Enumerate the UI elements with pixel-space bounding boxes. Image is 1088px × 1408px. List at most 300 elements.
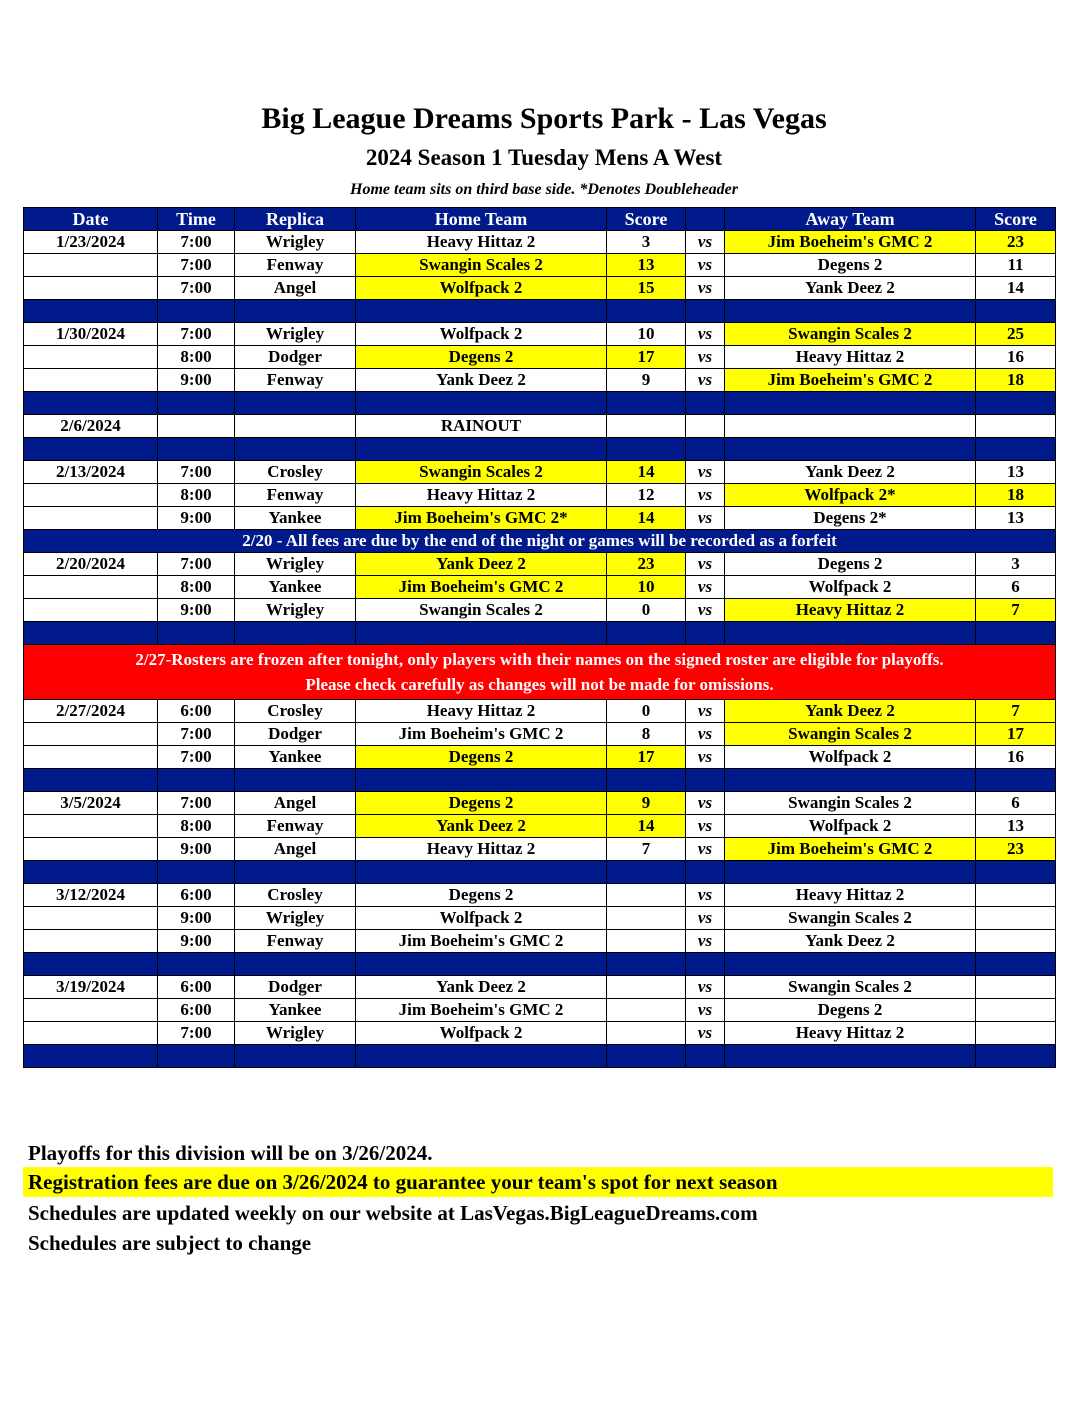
replica-cell: Wrigley <box>235 553 356 576</box>
away-score-cell: 6 <box>976 792 1056 815</box>
home-score-cell: 3 <box>607 231 686 254</box>
separator-cell <box>976 769 1056 792</box>
away-team-cell: Wolfpack 2 <box>725 815 976 838</box>
game-row <box>24 369 1056 392</box>
away-team-cell: Yank Deez 2 <box>725 930 976 953</box>
date-cell <box>24 723 158 746</box>
date-cell: 3/19/2024 <box>24 976 158 999</box>
home-team-cell: Wolfpack 2 <box>356 1022 607 1045</box>
away-team-cell: Degens 2* <box>725 507 976 530</box>
away-team-cell: Yank Deez 2 <box>725 461 976 484</box>
replica-cell: Angel <box>235 838 356 861</box>
registration-note: Registration fees are due on 3/26/2024 to guarantee your team's spot for next season <box>23 1167 1053 1197</box>
vs-cell: vs <box>686 838 725 861</box>
home-team-cell: Heavy Hittaz 2 <box>356 838 607 861</box>
date-cell <box>24 576 158 599</box>
away-score-cell: 16 <box>976 346 1056 369</box>
home-score-cell <box>607 1022 686 1045</box>
date-cell: 1/30/2024 <box>24 323 158 346</box>
home-team-cell: Wolfpack 2 <box>356 277 607 300</box>
separator-cell <box>976 861 1056 884</box>
vs-cell: vs <box>686 553 725 576</box>
away-team-cell: Heavy Hittaz 2 <box>725 599 976 622</box>
away-team-cell: Degens 2 <box>725 254 976 277</box>
vs-cell <box>686 415 725 438</box>
game-row <box>24 484 1056 507</box>
vs-cell: vs <box>686 884 725 907</box>
separator-cell <box>725 1045 976 1068</box>
date-cell <box>24 838 158 861</box>
date-cell: 2/20/2024 <box>24 553 158 576</box>
separator-cell <box>235 861 356 884</box>
separator-row <box>24 953 1056 976</box>
time-cell: 7:00 <box>158 277 235 300</box>
separator-row <box>24 769 1056 792</box>
replica-cell: Fenway <box>235 369 356 392</box>
separator-cell <box>235 1045 356 1068</box>
separator-cell <box>686 861 725 884</box>
rainout-label: RAINOUT <box>356 415 607 438</box>
game-row <box>24 792 1056 815</box>
col-date: Date <box>24 208 158 231</box>
vs-cell: vs <box>686 907 725 930</box>
vs-cell: vs <box>686 815 725 838</box>
replica-cell: Dodger <box>235 976 356 999</box>
home-score-cell: 14 <box>607 507 686 530</box>
date-cell: 1/23/2024 <box>24 231 158 254</box>
home-team-cell: Wolfpack 2 <box>356 907 607 930</box>
separator-cell <box>976 392 1056 415</box>
replica-cell: Angel <box>235 277 356 300</box>
separator-cell <box>686 300 725 323</box>
page-title: Big League Dreams Sports Park - Las Vegas <box>261 102 827 135</box>
page-subtitle: 2024 Season 1 Tuesday Mens A West <box>365 145 723 170</box>
away-team-cell: Jim Boeheim's GMC 2 <box>725 838 976 861</box>
date-cell: 2/13/2024 <box>24 461 158 484</box>
header-note: Home team sits on third base side. *Denotes Doubleheader <box>350 181 738 198</box>
separator-cell <box>24 392 158 415</box>
date-cell <box>24 254 158 277</box>
away-team-cell: Wolfpack 2* <box>725 484 976 507</box>
away-score-cell <box>976 907 1056 930</box>
time-cell: 9:00 <box>158 838 235 861</box>
home-team-cell: Yank Deez 2 <box>356 553 607 576</box>
separator-cell <box>24 622 158 645</box>
time-cell: 7:00 <box>158 254 235 277</box>
game-row <box>24 231 1056 254</box>
away-score-cell: 7 <box>976 700 1056 723</box>
home-team-cell: Jim Boeheim's GMC 2 <box>356 930 607 953</box>
separator-row <box>24 861 1056 884</box>
separator-cell <box>158 861 235 884</box>
away-score-cell: 13 <box>976 815 1056 838</box>
separator-cell <box>686 769 725 792</box>
home-score-cell: 9 <box>607 369 686 392</box>
separator-cell <box>24 953 158 976</box>
time-cell: 9:00 <box>158 930 235 953</box>
notice-text: 2/20 - All fees are due by the end of the night or games will be recorded as a forfeit <box>24 530 1056 553</box>
game-row <box>24 323 1056 346</box>
replica-cell: Yankee <box>235 746 356 769</box>
away-team-cell: Wolfpack 2 <box>725 746 976 769</box>
away-team-cell: Swangin Scales 2 <box>725 323 976 346</box>
replica-cell: Fenway <box>235 254 356 277</box>
separator-cell <box>686 953 725 976</box>
away-score-cell: 3 <box>976 553 1056 576</box>
col-away-score: Score <box>976 208 1056 231</box>
home-score-cell: 14 <box>607 815 686 838</box>
away-team-cell: Heavy Hittaz 2 <box>725 1022 976 1045</box>
home-team-cell: Swangin Scales 2 <box>356 599 607 622</box>
away-team-cell: Degens 2 <box>725 999 976 1022</box>
home-team-cell: Degens 2 <box>356 792 607 815</box>
playoffs-note: Playoffs for this division will be on 3/26/2024. <box>28 1141 433 1165</box>
separator-cell <box>725 392 976 415</box>
separator-cell <box>725 622 976 645</box>
separator-cell <box>976 622 1056 645</box>
time-cell: 7:00 <box>158 553 235 576</box>
home-score-cell <box>607 907 686 930</box>
away-score-cell: 18 <box>976 369 1056 392</box>
vs-cell: vs <box>686 930 725 953</box>
separator-cell <box>976 438 1056 461</box>
home-score-cell: 8 <box>607 723 686 746</box>
away-score-cell: 13 <box>976 461 1056 484</box>
game-row <box>24 553 1056 576</box>
time-cell: 8:00 <box>158 815 235 838</box>
game-row <box>24 884 1056 907</box>
away-team-cell: Jim Boeheim's GMC 2 <box>725 369 976 392</box>
separator-cell <box>158 769 235 792</box>
vs-cell: vs <box>686 507 725 530</box>
date-cell: 3/12/2024 <box>24 884 158 907</box>
home-score-cell <box>607 930 686 953</box>
game-row <box>24 815 1056 838</box>
game-row <box>24 838 1056 861</box>
separator-cell <box>607 300 686 323</box>
separator-cell <box>24 1045 158 1068</box>
away-team-cell: Wolfpack 2 <box>725 576 976 599</box>
separator-cell <box>356 622 607 645</box>
separator-cell <box>607 953 686 976</box>
col-replica: Replica <box>235 208 356 231</box>
home-team-cell: Swangin Scales 2 <box>356 254 607 277</box>
home-score-cell: 23 <box>607 553 686 576</box>
home-team-cell: Heavy Hittaz 2 <box>356 700 607 723</box>
time-cell: 7:00 <box>158 792 235 815</box>
replica-cell: Wrigley <box>235 231 356 254</box>
col-home-team: Home Team <box>356 208 607 231</box>
separator-cell <box>235 953 356 976</box>
time-cell: 7:00 <box>158 723 235 746</box>
replica-cell: Wrigley <box>235 907 356 930</box>
away-team-cell: Swangin Scales 2 <box>725 792 976 815</box>
home-score-cell: 17 <box>607 746 686 769</box>
separator-cell <box>725 861 976 884</box>
separator-cell <box>356 1045 607 1068</box>
home-score-cell: 10 <box>607 576 686 599</box>
time-cell: 8:00 <box>158 576 235 599</box>
vs-cell: vs <box>686 599 725 622</box>
away-score-cell <box>976 999 1056 1022</box>
separator-cell <box>235 769 356 792</box>
time-cell: 9:00 <box>158 369 235 392</box>
away-team-cell: Swangin Scales 2 <box>725 907 976 930</box>
date-cell <box>24 746 158 769</box>
away-score-cell: 17 <box>976 723 1056 746</box>
separator-cell <box>356 438 607 461</box>
separator-cell <box>607 769 686 792</box>
separator-cell <box>24 769 158 792</box>
replica-cell: Wrigley <box>235 1022 356 1045</box>
home-score-cell: 0 <box>607 700 686 723</box>
time-cell: 7:00 <box>158 461 235 484</box>
game-row <box>24 930 1056 953</box>
home-team-cell: Jim Boeheim's GMC 2* <box>356 507 607 530</box>
replica-cell: Yankee <box>235 576 356 599</box>
date-cell <box>24 484 158 507</box>
away-score-cell: 16 <box>976 746 1056 769</box>
col-time: Time <box>158 208 235 231</box>
home-team-cell: Yank Deez 2 <box>356 815 607 838</box>
replica-cell: Crosley <box>235 700 356 723</box>
home-score-cell: 12 <box>607 484 686 507</box>
home-team-cell: Heavy Hittaz 2 <box>356 231 607 254</box>
away-team-cell: Heavy Hittaz 2 <box>725 346 976 369</box>
separator-cell <box>158 392 235 415</box>
vs-cell: vs <box>686 323 725 346</box>
home-score-cell: 17 <box>607 346 686 369</box>
separator-row <box>24 300 1056 323</box>
home-team-cell: Jim Boeheim's GMC 2 <box>356 999 607 1022</box>
home-team-cell: Jim Boeheim's GMC 2 <box>356 576 607 599</box>
replica-cell: Dodger <box>235 723 356 746</box>
vs-cell: vs <box>686 746 725 769</box>
home-score-cell: 15 <box>607 277 686 300</box>
time-cell: 8:00 <box>158 484 235 507</box>
website-note: Schedules are updated weekly on our website at LasVegas.BigLeagueDreams.com <box>28 1201 758 1225</box>
separator-cell <box>235 622 356 645</box>
home-score-cell: 9 <box>607 792 686 815</box>
separator-cell <box>235 392 356 415</box>
home-team-cell: Heavy Hittaz 2 <box>356 484 607 507</box>
rainout-row <box>24 415 1056 438</box>
game-row <box>24 723 1056 746</box>
home-team-cell: Degens 2 <box>356 746 607 769</box>
schedule-body <box>24 231 1056 1068</box>
replica-cell: Yankee <box>235 507 356 530</box>
col-vs <box>686 208 725 231</box>
game-row <box>24 254 1056 277</box>
game-row <box>24 1022 1056 1045</box>
date-cell: 3/5/2024 <box>24 792 158 815</box>
replica-cell: Angel <box>235 792 356 815</box>
away-score-cell: 13 <box>976 507 1056 530</box>
game-row <box>24 461 1056 484</box>
vs-cell: vs <box>686 976 725 999</box>
home-score-cell: 7 <box>607 838 686 861</box>
col-away-team: Away Team <box>725 208 976 231</box>
date-cell: 2/6/2024 <box>24 415 158 438</box>
game-row <box>24 976 1056 999</box>
separator-cell <box>725 300 976 323</box>
separator-cell <box>686 392 725 415</box>
time-cell: 7:00 <box>158 1022 235 1045</box>
vs-cell: vs <box>686 792 725 815</box>
away-team-cell: Swangin Scales 2 <box>725 723 976 746</box>
home-team-cell: Degens 2 <box>356 884 607 907</box>
away-score-cell: 7 <box>976 599 1056 622</box>
separator-cell <box>356 392 607 415</box>
away-score-cell: 14 <box>976 277 1056 300</box>
game-row <box>24 277 1056 300</box>
table-header-row <box>24 208 1056 231</box>
roster-alert <box>24 645 1056 700</box>
home-team-cell: Degens 2 <box>356 346 607 369</box>
away-score-cell: 23 <box>976 838 1056 861</box>
separator-cell <box>725 769 976 792</box>
vs-cell: vs <box>686 999 725 1022</box>
separator-cell <box>158 300 235 323</box>
alert-line-2: Please check carefully as changes will not be made for omissions. <box>305 675 774 694</box>
date-cell <box>24 815 158 838</box>
game-row <box>24 907 1056 930</box>
separator-cell <box>607 861 686 884</box>
away-team-cell: Degens 2 <box>725 553 976 576</box>
vs-cell: vs <box>686 277 725 300</box>
game-row <box>24 599 1056 622</box>
separator-row <box>24 392 1056 415</box>
replica-cell: Wrigley <box>235 599 356 622</box>
separator-cell <box>158 438 235 461</box>
notice-row <box>24 530 1056 553</box>
date-cell <box>24 599 158 622</box>
time-cell: 6:00 <box>158 976 235 999</box>
date-cell <box>24 1022 158 1045</box>
date-cell <box>24 999 158 1022</box>
separator-cell <box>356 769 607 792</box>
away-score-cell <box>976 930 1056 953</box>
time-cell: 9:00 <box>158 907 235 930</box>
away-score-cell <box>976 884 1056 907</box>
time-cell: 7:00 <box>158 323 235 346</box>
game-row <box>24 507 1056 530</box>
away-score-cell <box>976 415 1056 438</box>
home-score-cell <box>607 415 686 438</box>
time-cell: 9:00 <box>158 507 235 530</box>
game-row <box>24 746 1056 769</box>
replica-cell: Dodger <box>235 346 356 369</box>
time-cell: 7:00 <box>158 231 235 254</box>
date-cell <box>24 369 158 392</box>
game-row <box>24 346 1056 369</box>
vs-cell: vs <box>686 254 725 277</box>
separator-cell <box>356 300 607 323</box>
away-score-cell: 11 <box>976 254 1056 277</box>
separator-cell <box>725 438 976 461</box>
time-cell: 6:00 <box>158 999 235 1022</box>
replica-cell: Fenway <box>235 815 356 838</box>
away-team-cell: Yank Deez 2 <box>725 277 976 300</box>
separator-cell <box>158 1045 235 1068</box>
away-score-cell: 6 <box>976 576 1056 599</box>
date-cell: 2/27/2024 <box>24 700 158 723</box>
home-team-cell: Yank Deez 2 <box>356 369 607 392</box>
vs-cell: vs <box>686 700 725 723</box>
away-score-cell: 18 <box>976 484 1056 507</box>
separator-cell <box>686 622 725 645</box>
replica-cell: Fenway <box>235 484 356 507</box>
time-cell: 6:00 <box>158 884 235 907</box>
away-team-cell: Heavy Hittaz 2 <box>725 884 976 907</box>
vs-cell: vs <box>686 369 725 392</box>
separator-cell <box>158 622 235 645</box>
vs-cell: vs <box>686 461 725 484</box>
roster-alert-row <box>24 645 1056 700</box>
away-score-cell: 23 <box>976 231 1056 254</box>
vs-cell: vs <box>686 346 725 369</box>
change-note: Schedules are subject to change <box>28 1231 312 1255</box>
separator-cell <box>976 953 1056 976</box>
time-cell: 9:00 <box>158 599 235 622</box>
away-team-cell <box>725 415 976 438</box>
separator-cell <box>686 438 725 461</box>
vs-cell: vs <box>686 484 725 507</box>
vs-cell: vs <box>686 1022 725 1045</box>
alert-line-1: 2/27-Rosters are frozen after tonight, only players with their names on the signed roster are eligible for playoffs. <box>135 650 944 669</box>
separator-cell <box>24 438 158 461</box>
date-cell <box>24 277 158 300</box>
home-score-cell <box>607 884 686 907</box>
separator-cell <box>725 953 976 976</box>
away-team-cell: Jim Boeheim's GMC 2 <box>725 231 976 254</box>
away-score-cell <box>976 976 1056 999</box>
col-home-score: Score <box>607 208 686 231</box>
replica-cell: Fenway <box>235 930 356 953</box>
home-score-cell <box>607 999 686 1022</box>
home-team-cell: Wolfpack 2 <box>356 323 607 346</box>
separator-cell <box>356 953 607 976</box>
vs-cell: vs <box>686 231 725 254</box>
game-row <box>24 576 1056 599</box>
time-cell: 7:00 <box>158 746 235 769</box>
home-score-cell <box>607 976 686 999</box>
separator-row <box>24 1045 1056 1068</box>
separator-row <box>24 438 1056 461</box>
separator-cell <box>24 300 158 323</box>
time-cell: 6:00 <box>158 700 235 723</box>
separator-row <box>24 622 1056 645</box>
separator-cell <box>607 392 686 415</box>
date-cell <box>24 346 158 369</box>
separator-cell <box>976 300 1056 323</box>
time-cell <box>158 415 235 438</box>
separator-cell <box>356 861 607 884</box>
separator-cell <box>607 1045 686 1068</box>
date-cell <box>24 507 158 530</box>
separator-cell <box>158 953 235 976</box>
schedule-table <box>23 207 1056 1068</box>
date-cell <box>24 907 158 930</box>
replica-cell: Yankee <box>235 999 356 1022</box>
vs-cell: vs <box>686 723 725 746</box>
time-cell: 8:00 <box>158 346 235 369</box>
separator-cell <box>976 1045 1056 1068</box>
home-score-cell: 10 <box>607 323 686 346</box>
away-team-cell: Swangin Scales 2 <box>725 976 976 999</box>
home-score-cell: 14 <box>607 461 686 484</box>
game-row <box>24 700 1056 723</box>
